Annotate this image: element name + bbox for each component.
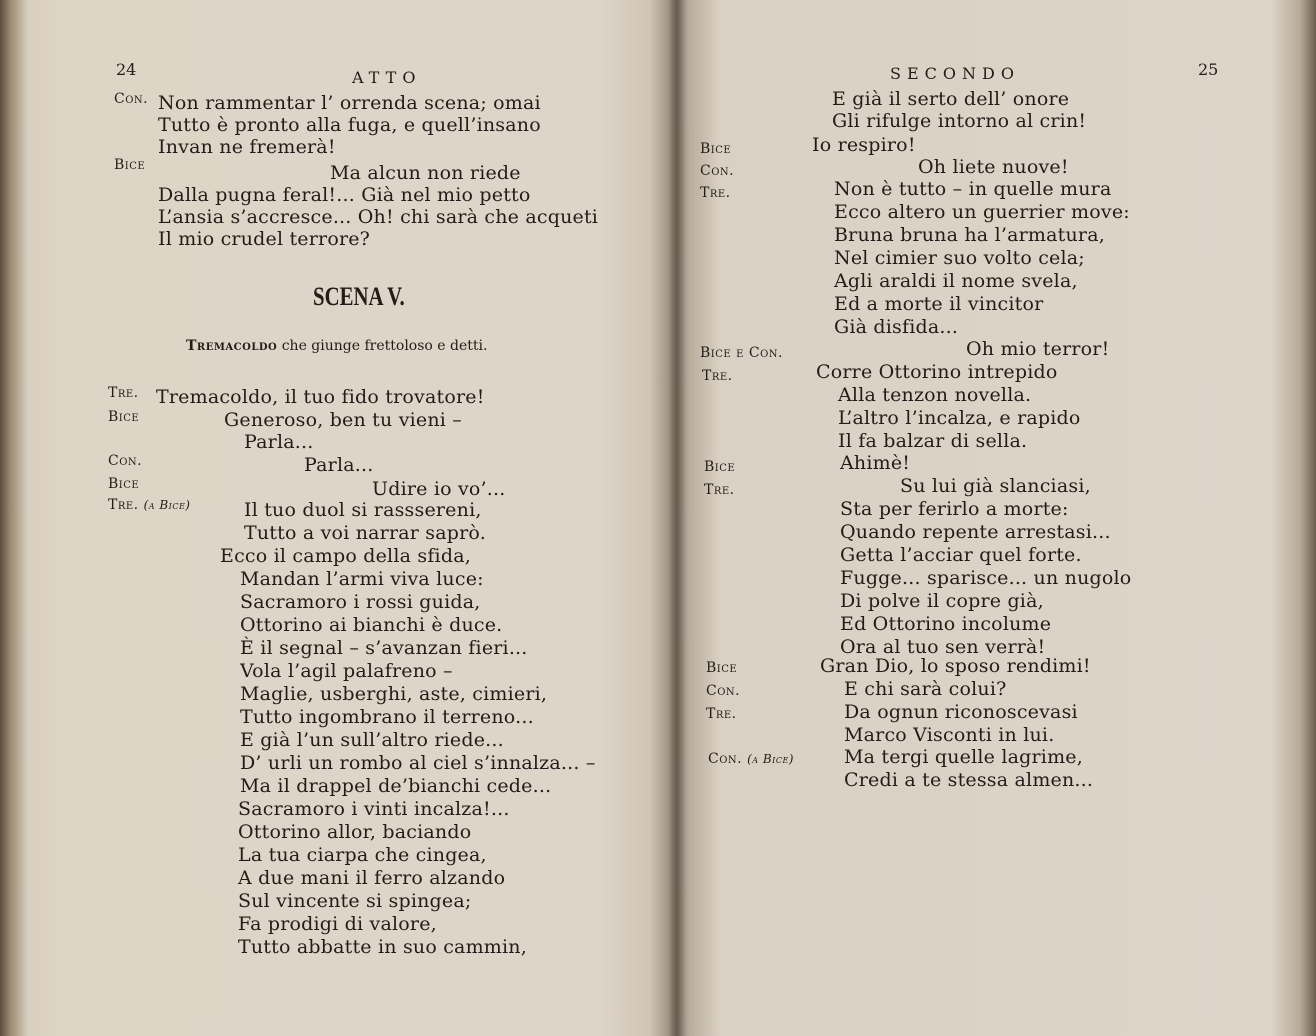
verse-line: Sul vincente si spingea;: [238, 890, 472, 912]
speaker-label: Tre.: [108, 385, 139, 401]
verse-line: Il mio crudel terrore?: [158, 228, 371, 250]
speaker-label: Con.: [706, 683, 741, 699]
speaker-label: Tre. (a Bice): [108, 497, 191, 513]
speaker-label: Bice e Con.: [700, 345, 783, 361]
speaker-label: Bice: [704, 459, 736, 475]
verse-line: Ahimè!: [840, 452, 911, 474]
verse-line: Ed Ottorino incolume: [840, 613, 1052, 635]
verse-line: E già il serto dell’ onore: [832, 88, 1070, 110]
verse-line: A due mani il ferro alzando: [238, 867, 506, 889]
verse-line: Marco Visconti in lui.: [844, 724, 1055, 746]
verse-line: Corre Ottorino intrepido: [816, 361, 1058, 383]
stage-direction-inline: (a Bice): [747, 752, 794, 766]
verse-line: Ecco il campo della sfida,: [220, 545, 471, 567]
verse-line: Ottorino ai bianchi è duce.: [240, 614, 503, 636]
verse-line: L’ansia s’accresce... Oh! chi sarà che acqueti: [158, 206, 599, 228]
page-number: 25: [1198, 60, 1219, 79]
verse-line: Parla...: [304, 454, 374, 476]
verse-line: Fa prodigi di valore,: [238, 913, 437, 935]
page-number: 24: [116, 60, 137, 79]
speaker-label: Con.: [114, 91, 149, 107]
speaker-label: Tre.: [702, 368, 733, 384]
stage-direction: [186, 338, 487, 354]
verse-line: Sacramoro i vinti incalza!...: [238, 798, 510, 820]
verse-line: È il segnal – s’avanzan fieri...: [240, 637, 528, 659]
verse-line: La tua ciarpa che cingea,: [238, 844, 487, 866]
verse-line: Il fa balzar di sella.: [838, 430, 1028, 452]
verse-line: Oh mio terror!: [966, 338, 1110, 360]
verse-line: Ora al tuo sen verrà!: [840, 636, 1046, 658]
speaker-label: Tre.: [700, 185, 731, 201]
verse-line: Ma il drappel de’bianchi cede...: [240, 775, 552, 797]
character-name: Tremacoldo: [186, 338, 278, 354]
verse-line: Mandan l’armi viva luce:: [240, 568, 484, 590]
verse-line: Gran Dio, lo sposo rendimi!: [820, 655, 1091, 677]
verse-line: Non rammentar l’ orrenda scena; omai: [158, 92, 541, 114]
verse-line: Gli rifulge intorno al crin!: [832, 110, 1087, 132]
verse-line: E chi sarà colui?: [844, 678, 1007, 700]
speaker-label: Tre.: [706, 706, 737, 722]
verse-line: Su lui già slanciasi,: [900, 475, 1091, 497]
verse-line: L’altro l’incalza, e rapido: [838, 407, 1081, 429]
verse-line: Il tuo duol si rasssereni,: [244, 499, 482, 521]
verse-line: Di polve il copre già,: [840, 590, 1044, 612]
verse-line: Vola l’agil palafreno –: [240, 660, 453, 682]
verse-line: Tutto a voi narrar saprò.: [244, 522, 486, 544]
speaker-label: Bice: [700, 141, 732, 157]
verse-line: Invan ne fremerà!: [158, 136, 336, 158]
stage-direction-inline: (a Bice): [143, 498, 191, 512]
verse-line: Già disfida...: [834, 316, 959, 338]
running-head: ATTO: [352, 68, 422, 87]
speaker-label: Bice: [114, 157, 146, 173]
verse-line: Udire io vo’...: [372, 478, 506, 500]
verse-line: Sacramoro i rossi guida,: [240, 591, 481, 613]
verse-line: Ecco altero un guerrier move:: [834, 201, 1130, 223]
speaker-label: Bice: [108, 476, 140, 492]
verse-line: Quando repente arrestasi...: [840, 521, 1111, 543]
verse-line: Fugge... sparisce... un nugolo: [840, 567, 1132, 589]
speaker-label: Con.: [700, 163, 735, 179]
verse-line: Agli araldi il nome svela,: [834, 270, 1078, 292]
verse-line: Tutto è pronto alla fuga, e quell’insano: [158, 114, 541, 136]
verse-line: Tutto ingombrano il terreno...: [240, 706, 534, 728]
verse-line: Ma tergi quelle lagrime,: [844, 746, 1083, 768]
speaker-label: Con. (a Bice): [708, 751, 794, 767]
verse-line: Sta per ferirlo a morte:: [840, 498, 1069, 520]
verse-line: Alla tenzon novella.: [838, 384, 1032, 406]
verse-line: D’ urli un rombo al ciel s’innalza... –: [240, 752, 596, 774]
scene-title: SCENA V.: [313, 282, 405, 311]
verse-line: Dalla pugna feral!... Già nel mio petto: [158, 184, 531, 206]
verse-line: Non è tutto – in quelle mura: [834, 178, 1112, 200]
verse-line: Bruna bruna ha l’armatura,: [834, 224, 1105, 246]
verse-line: Ottorino allor, baciando: [238, 821, 472, 843]
right-page: [684, 0, 1316, 1036]
verse-line: Getta l’acciar quel forte.: [840, 544, 1082, 566]
verse-line: Ed a morte il vincitor: [834, 293, 1044, 315]
speaker-label: Bice: [706, 660, 738, 676]
verse-line: Maglie, usberghi, aste, cimieri,: [240, 683, 548, 705]
verse-line: Io respiro!: [812, 134, 916, 156]
verse-line: Tutto abbatte in suo cammin,: [238, 936, 527, 958]
speaker-label: Con.: [108, 453, 143, 469]
verse-line: Ma alcun non riede: [330, 162, 521, 184]
verse-line: Oh liete nuove!: [918, 156, 1069, 178]
verse-line: Nel cimier suo volto cela;: [834, 247, 1085, 269]
verse-line: Da ognun riconoscevasi: [844, 701, 1078, 723]
verse-line: Credi a te stessa almen...: [844, 769, 1094, 791]
verse-line: Parla...: [244, 431, 314, 453]
speaker-label: Bice: [108, 409, 140, 425]
verse-line: Generoso, ben tu vieni –: [224, 409, 462, 431]
verse-line: Tremacoldo, il tuo fido trovatore!: [156, 386, 485, 408]
speaker-label: Tre.: [704, 482, 735, 498]
verse-line: E già l’un sull’altro riede...: [240, 729, 504, 751]
stage-direction-text: che giunge frettoloso e detti.: [281, 338, 488, 354]
running-head: SECONDO: [890, 64, 1020, 83]
